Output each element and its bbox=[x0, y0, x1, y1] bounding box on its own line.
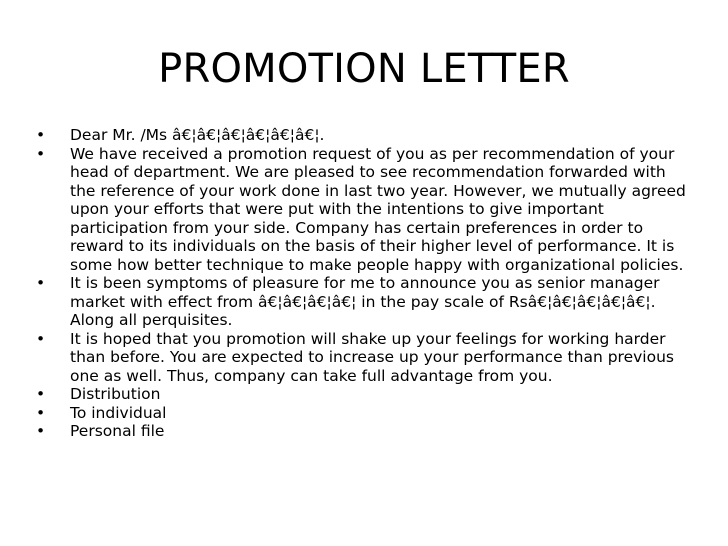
bullet-item-body-3 bbox=[36, 330, 696, 386]
bullet-item-personal-file bbox=[36, 422, 696, 441]
bullet-text: Dear Mr. /Ms â€¦â€¦â€¦â€¦â€¦â€¦. bbox=[70, 126, 325, 144]
bullet-text: Personal file bbox=[70, 422, 165, 440]
bullet-icon: • bbox=[36, 422, 46, 440]
bullet-text: To individual bbox=[70, 403, 167, 422]
bullet-text: We have received a promotion request of you as per recommendation of your head of department. We are pleased to see recommendation forwarded with the reference of your work done in last two year. However, we mutually agreed upon your efforts that were put with the intentions to give important participation from your side. Company has certain preferences in order to reward to its individuals on the basis of their higher level of performance. It is some how better technique to make people happy with organizational policies. bbox=[70, 144, 686, 274]
bullet-item-to-individual bbox=[36, 404, 696, 423]
bullet-icon: • bbox=[36, 274, 46, 292]
bullet-icon: • bbox=[36, 385, 46, 403]
bullet-list bbox=[36, 126, 696, 441]
bullet-item-distribution bbox=[36, 385, 696, 404]
bullet-item-body-2 bbox=[36, 274, 696, 330]
bullet-item-salutation bbox=[36, 126, 696, 145]
bullet-text: Distribution bbox=[70, 385, 161, 403]
bullet-text: It is been symptoms of pleasure for me to announce you as senior manager market with effect from â€¦â€¦â€¦â€¦ in the pay scale of Rsâ€¦â€¦â€¦â€¦â€¦. Along all perquisites. bbox=[70, 274, 660, 329]
bullet-icon: • bbox=[36, 144, 46, 163]
bullet-icon: • bbox=[36, 126, 46, 144]
slide-title: PROMOTION LETTER bbox=[158, 46, 570, 92]
bullet-icon: • bbox=[36, 329, 46, 348]
bullet-icon: • bbox=[36, 403, 46, 422]
bullet-text: It is hoped that you promotion will shake up your feelings for working harder than before. You are expected to increase up your performance than previous one as well. Thus, company can take full advantage from you. bbox=[70, 329, 674, 385]
bullet-item-body-1 bbox=[36, 145, 696, 275]
